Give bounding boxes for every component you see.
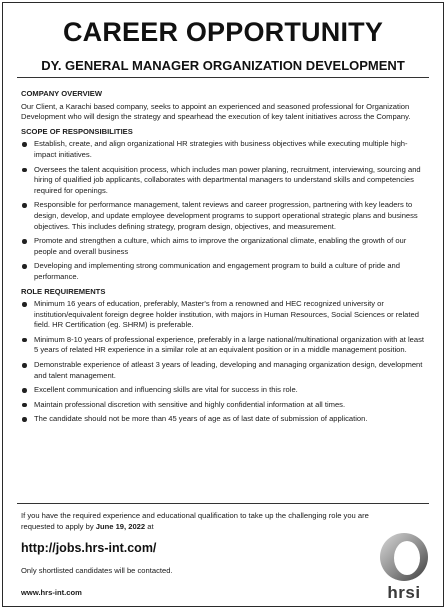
company-overview-heading: COMPANY OVERVIEW bbox=[21, 89, 103, 98]
logo-text: hrsi bbox=[387, 583, 421, 602]
bullet-icon bbox=[22, 363, 27, 368]
list-item-text: Establish, create, and align organizational HR strategies with business objectives while executing multiple high-impact initiatives. bbox=[34, 139, 408, 159]
list-item bbox=[21, 200, 425, 232]
hrsi-logo bbox=[373, 529, 435, 605]
apply-text-after: at bbox=[145, 521, 154, 531]
list-item bbox=[21, 400, 425, 411]
list-item bbox=[21, 139, 425, 160]
bullet-icon bbox=[22, 264, 27, 269]
requirements-list bbox=[21, 299, 425, 425]
list-item-text: Minimum 8-10 years of professional experience, preferably in a large national/multinational organization with at least 5 years of related HR experience in a similar role at an equivalent position or in a middle management position. bbox=[34, 334, 425, 355]
list-item-text: Minimum 16 years of education, preferably, Master's from a renowned and HEC recognized university or institution/equivalent foreign degree holder institution, with majors in Human Resources, Social Sciences or related field. HR Certification (eg. SHRM) is preferable. bbox=[34, 299, 419, 330]
responsibilities-list bbox=[21, 139, 425, 282]
list-item bbox=[21, 165, 425, 197]
list-item bbox=[21, 360, 425, 381]
list-item-text: Demonstrable experience of atleast 3 years of leading, developing and managing organization design, development and talent management. bbox=[34, 360, 423, 380]
list-item bbox=[21, 385, 425, 396]
bullet-icon bbox=[22, 239, 27, 244]
bullet-icon bbox=[22, 403, 27, 408]
bullet-icon bbox=[22, 142, 27, 147]
ad-body bbox=[21, 89, 425, 429]
list-item-text: Promote and strengthen a culture, which aims to improve the organizational climate, enabling the growth of our people and overall business bbox=[34, 236, 407, 256]
list-item bbox=[21, 414, 425, 425]
apply-text-before: If you have the required experience and educational qualification to take up the challenging role you are requested to apply by bbox=[21, 511, 369, 531]
list-item bbox=[21, 236, 425, 257]
responsibilities-heading: SCOPE OF RESPONSIBILITIES bbox=[21, 126, 133, 136]
job-advertisement bbox=[2, 2, 444, 607]
list-item bbox=[21, 299, 425, 331]
bullet-icon bbox=[22, 388, 27, 393]
list-item-text: Excellent communication and influencing skills are vital for success in this role. bbox=[34, 385, 298, 395]
list-item-text: Maintain professional discretion with sensitive and highly confidential information at all times. bbox=[34, 399, 346, 409]
shortlist-note: Only shortlisted candidates will be contacted. bbox=[21, 566, 173, 575]
bullet-icon bbox=[22, 203, 27, 208]
list-item-text: Oversees the talent acquisition process, which includes man power planing, recruitment, interviewing, sourcing and hiring of qualified job applicants, collaborates with departmental managers to understand skills and competencies required for openings. bbox=[34, 164, 421, 195]
header-divider bbox=[17, 77, 429, 78]
hrsi-ring-icon bbox=[373, 529, 435, 585]
page-title: CAREER OPPORTUNITY bbox=[62, 17, 384, 47]
requirements-heading: ROLE REQUIREMENTS bbox=[21, 286, 106, 296]
apply-url-link[interactable]: http://jobs.hrs-int.com/ bbox=[21, 541, 157, 555]
position-title: DY. GENERAL MANAGER ORGANIZATION DEVELOPMENT bbox=[41, 58, 405, 73]
list-item-text: The candidate should not be more than 45 years of age as of last date of submission of application. bbox=[34, 414, 368, 424]
list-item-text: Responsible for performance management, talent reviews and career progression, partnering with key leaders to design, develop, and update employee development programs to support operational strategic plans and business objectives. This includes defining strategy, program design, objectives, and measurement. bbox=[34, 200, 418, 231]
bullet-icon bbox=[22, 302, 27, 307]
list-item bbox=[21, 335, 425, 356]
bullet-icon bbox=[22, 417, 27, 422]
company-overview-text: Our Client, a Karachi based company, seeks to appoint an experienced and seasoned professional for Organization Development who will design the strategy and spearhead the execution of key talent initiatives across the Company. bbox=[21, 101, 411, 122]
bullet-icon bbox=[22, 338, 27, 343]
apply-deadline: June 19, 2022 bbox=[95, 521, 146, 531]
bullet-icon bbox=[22, 168, 27, 173]
apply-instructions bbox=[21, 511, 401, 532]
website-link[interactable]: www.hrs-int.com bbox=[21, 588, 82, 597]
list-item-text: Developing and implementing strong communication and engagement program to build a culture of pride and performance. bbox=[34, 261, 400, 281]
list-item bbox=[21, 261, 425, 282]
footer-divider bbox=[17, 503, 429, 504]
